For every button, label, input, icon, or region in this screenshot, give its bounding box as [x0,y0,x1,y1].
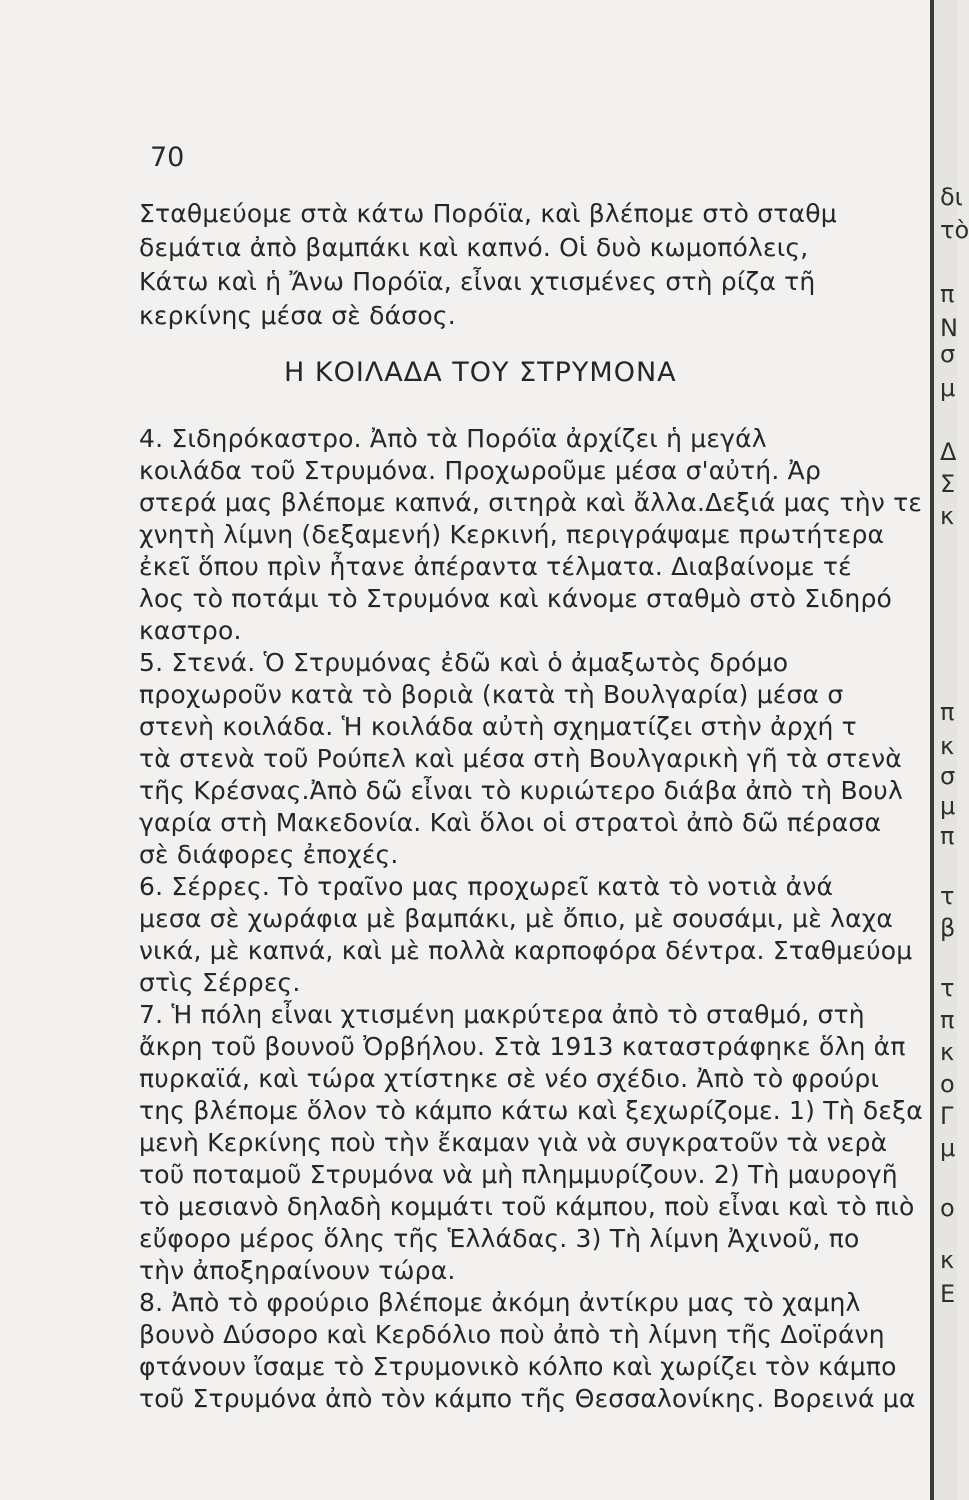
text-line: νικά, μὲ καπνά, καὶ μὲ πολλὰ καρποφόρα δέντρα. Σταθμεύομ [139,936,913,965]
text-line: 6. Σέρρες. Τὸ τραῖνο μας προχωρεῖ κατὰ τὸ νοτιὰ ἀνά [139,872,834,901]
text-line: κοιλάδα τοῦ Στρυμόνα. Προχωροῦμε μέσα σ'αὐτή. Ἀρ [139,456,822,485]
text-line: σὲ διάφορες ἐποχές. [139,840,399,869]
text-line: 4. Σιδηρόκαστρο. Ἀπὸ τὰ Πορόϊα ἀρχίζει ἡ μεγάλ [139,424,767,453]
text-line: λος τὸ ποτάμι τὸ Στρυμόνα καὶ κάνομε σταθμὸ στὸ Σιδηρό [139,584,893,613]
next-page-fragment: π [940,280,955,308]
next-page-fragment: μ [940,792,956,820]
text-line: τοῦ Στρυμόνα ἀπὸ τὸν κάμπο τῆς Θεσσαλονίκης. Βορεινά μα [139,1384,916,1413]
next-page-fragment: π [940,1006,955,1034]
next-page-fragment: δι [940,183,963,211]
next-page-fragment: π [940,698,955,726]
text-line: κερκίνης μέσα σὲ δάσος. [139,301,456,330]
text-line: μενὴ Κερκίνης ποὺ τὴν ἔκαμαν γιὰ νὰ συγκρατοῦν τὰ νερὰ [139,1128,888,1157]
next-page-fragment: τ [940,974,955,1002]
text-line: μεσα σὲ χωράφια μὲ βαμπάκι, μὲ ὄπιο, μὲ σουσάμι, μὲ λαχα [139,904,894,933]
text-line: στὶς Σέρρες. [139,968,301,997]
text-line: ἐκεῖ ὅπου πρὶν ἦτανε ἀπέραντα τέλματα. Διαβαίνομε τέ [139,552,852,581]
text-line: ἄκρη τοῦ βουνοῦ Ὀρβήλου. Στὰ 1913 καταστράφηκε ὅλη ἀπ [139,1032,906,1061]
text-line: 7. Ἡ πόλη εἶναι χτισμένη μακρύτερα ἀπὸ τὸ σταθμό, στὴ [139,1000,865,1029]
text-line: τῆς Κρέσνας.Ἀπὸ δῶ εἶναι τὸ κυριώτερο διάβα ἀπὸ τὴ Βουλ [139,776,903,805]
next-page-fragment: ο [940,1194,955,1222]
next-page-fragment: σ [940,340,956,368]
next-page-fragment: π [940,822,955,850]
next-page-fragment: κ [940,502,955,530]
next-page-fragment: τ [940,882,955,910]
next-page-fragment: ο [940,1070,955,1098]
text-line: βουνὸ Δύσορο καὶ Κερδόλιο ποὺ ἀπὸ τὴ λίμνη τῆς Δοϊράνη [139,1320,885,1349]
next-page-edge [934,0,969,1500]
text-line: τὰ στενὰ τοῦ Ρούπελ καὶ μέσα στὴ Βουλγαρικὴ γῆ τὰ στενὰ [139,744,902,773]
text-line: τοῦ ποταμοῦ Στρυμόνα νὰ μὴ πλημμυρίζουν. 2) Τὴ μαυρογῆ [139,1160,898,1189]
next-page-fragment: τὸ [940,216,969,244]
text-line: δεμάτια ἀπὸ βαμπάκι καὶ καπνό. Οἱ δυὸ κωμοπόλεις, [139,233,809,262]
text-line: τὴν ἀποξηραίνουν τώρα. [139,1256,456,1285]
text-line: χνητὴ λίμνη (δεξαμενή) Κερκινή, περιγράψαμε πρωτήτερα [139,520,885,549]
next-page-fragment: κ [940,1246,955,1274]
text-line: καστρο. [139,616,242,645]
next-page-fragment: β [940,914,956,942]
text-line: στενὴ κοιλάδα. Ἡ κοιλάδα αὐτὴ σχηματίζει στὴν ἀρχή τ [139,712,857,741]
section-heading: Η ΚΟΙΛΑΔΑ ΤΟΥ ΣΤΡΥΜΟΝΑ [284,357,677,388]
text-line: 8. Ἀπὸ τὸ φρούριο βλέπομε ἀκόμη ἀντίκρυ μας τὸ χαμηλ [139,1288,861,1317]
next-page-fragment: μ [940,1134,956,1162]
text-line: 5. Στενά. Ὁ Στρυμόνας ἐδῶ καὶ ὁ ἀμαξωτὸς δρόμο [139,648,789,677]
next-page-fragment: Ν [940,314,958,342]
next-page-fragment: Γ [940,1102,954,1130]
page-number: 70 [150,142,185,173]
text-line: προχωροῦν κατὰ τὸ βοριὰ (κατὰ τὴ Βουλγαρία) μέσα σ [139,680,844,709]
next-page-fragment: σ [940,762,956,790]
next-page-fragment: κ [940,1038,955,1066]
text-line: φτάνουν ἴσαμε τὸ Στρυμονικὸ κόλπο καὶ χωρίζει τὸν κάμπο [139,1352,897,1381]
text-line: της βλέπομε ὅλον τὸ κάμπο κάτω καὶ ξεχωρίζομε. 1) Τὴ δεξα [139,1096,923,1125]
next-page-fragment: Ε [940,1280,956,1308]
text-line: γαρία στὴ Μακεδονία. Καὶ ὅλοι οἱ στρατοὶ ἀπὸ δῶ πέρασα [139,808,882,837]
text-line: εὔφορο μέρος ὅλης τῆς Ἑλλάδας. 3) Τὴ λίμνη Ἀχινοῦ, πο [139,1224,860,1253]
text-line: στερά μας βλέπομε καπνά, σιτηρὰ καὶ ἄλλα.Δεξιά μας τὴν τε [139,488,923,517]
text-line: τὸ μεσιανὸ δηλαδὴ κομμάτι τοῦ κάμπου, ποὺ εἶναι καὶ τὸ πιὸ [139,1192,915,1221]
text-line: Σταθμεύομε στὰ κάτω Πορόϊα, καὶ βλέπομε στὸ σταθμ [139,199,837,228]
next-page-fragment: Σ [940,470,956,498]
text-line: πυρκαϊά, καὶ τώρα χτίστηκε σὲ νέο σχέδιο. Ἀπὸ τὸ φρούρι [139,1064,880,1093]
next-page-fragment: μ [940,374,956,402]
next-page-fragment: κ [940,732,955,760]
text-line: Κάτω καὶ ἡ Ἄνω Πορόϊα, εἶναι χτισμένες στὴ ρίζα τῆ [139,267,816,296]
next-page-fragment: Δ [940,438,957,466]
